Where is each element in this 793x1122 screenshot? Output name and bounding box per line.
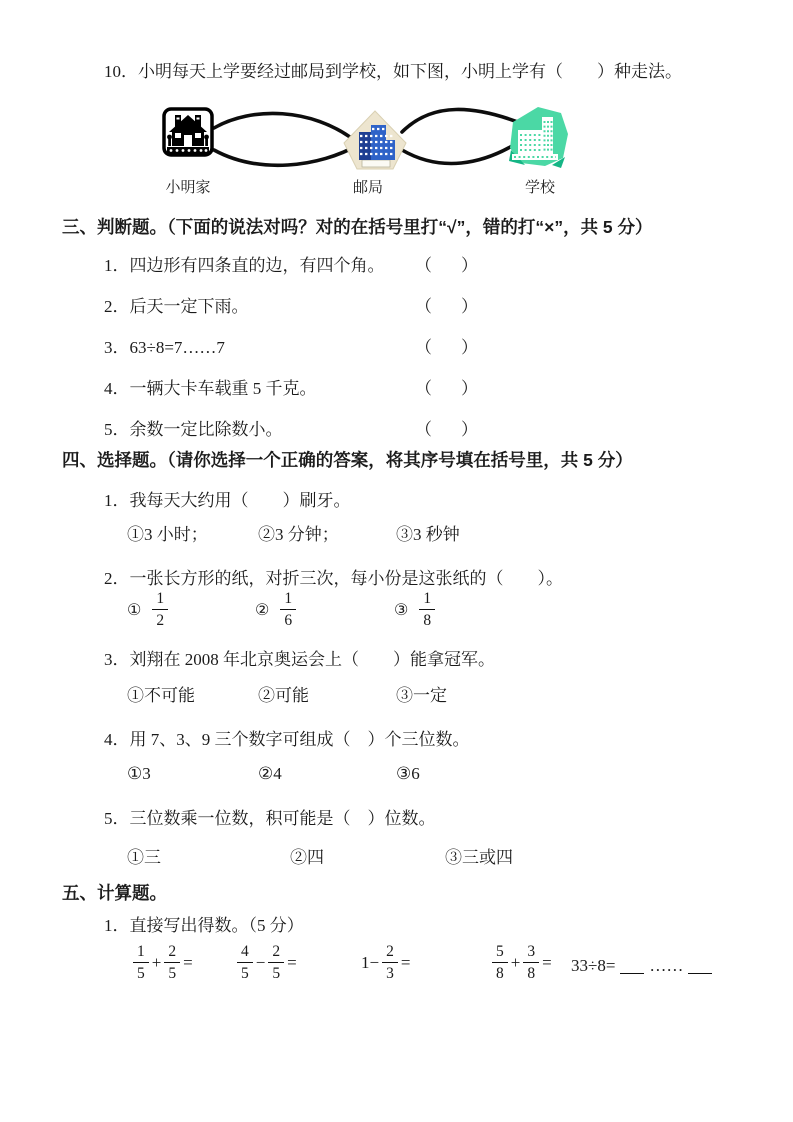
judgment-text: 2．后天一定下雨。 <box>104 297 249 316</box>
fraction-numerator: 1 <box>133 944 149 963</box>
question-10-text: 10．小明每天上学要经过邮局到学校，如下图，小明上学有（ ）种走法。 <box>104 62 682 81</box>
judgment-item <box>104 419 664 440</box>
fraction-denominator: 8 <box>527 964 536 982</box>
judgment-text: 3．63÷8=7……7 <box>104 338 225 357</box>
judgment-list <box>104 255 664 460</box>
fraction <box>152 591 168 628</box>
fraction-denominator: 3 <box>386 964 394 982</box>
fraction-numerator: 1 <box>152 591 168 610</box>
option-mark: ② <box>255 601 270 619</box>
choice-option: ③三或四 <box>445 848 513 867</box>
calc-token: + <box>151 952 162 972</box>
choice-question-3: 3．刘翔在 2008 年北京奥运会上（ ）能拿冠军。 <box>104 650 495 669</box>
fraction <box>237 944 253 981</box>
judgment-item <box>104 296 664 317</box>
school-label: 学校 <box>524 180 556 196</box>
fraction-option <box>394 591 435 628</box>
section-calc-title: 五、计算题。 <box>62 883 167 903</box>
post-office-label: 邮局 <box>352 180 384 196</box>
fraction-numerator: 2 <box>382 944 398 963</box>
choice-question-5: 5．三位数乘一位数，积可能是（ ）位数。 <box>104 809 436 828</box>
fraction-denominator: 6 <box>284 611 293 629</box>
judgment-text: 4．一辆大卡车载重 5 千克。 <box>104 379 317 398</box>
calc-token: = <box>287 952 297 972</box>
fraction <box>523 944 539 981</box>
choice-options-3 <box>127 685 447 706</box>
fraction-denominator: 5 <box>272 964 281 982</box>
choice-option: ②可能 <box>258 686 309 705</box>
calc-token: + <box>510 952 521 972</box>
judgment-text: 5．余数一定比除数小。 <box>104 420 283 439</box>
answer-paren: （ ） <box>415 338 484 357</box>
calc-expression <box>358 944 413 981</box>
choice-option: ②4 <box>258 764 282 783</box>
calc-expression <box>568 956 714 976</box>
fraction-denominator: 2 <box>156 611 165 629</box>
fraction-denominator: 5 <box>168 964 177 982</box>
calc-expression <box>237 944 300 981</box>
school-icon <box>509 107 568 168</box>
option-mark: ① <box>127 601 142 619</box>
calc-token: 33÷8= <box>571 956 616 975</box>
choice-options-2 <box>127 591 435 628</box>
calc-expressions-row <box>0 936 793 998</box>
answer-blank <box>620 972 644 974</box>
choice-option: ①不可能 <box>127 686 195 705</box>
calc-token: = <box>400 952 411 972</box>
calc-token: = <box>183 952 193 972</box>
fraction-denominator: 5 <box>241 964 249 982</box>
calc-token: …… <box>649 956 684 975</box>
choice-options-4 <box>127 763 420 784</box>
fraction <box>280 591 296 628</box>
fraction-denominator: 8 <box>423 611 432 629</box>
calc-subtitle: 1．直接写出得数。（5 分） <box>104 916 304 935</box>
fraction <box>419 591 435 628</box>
fraction-numerator: 1 <box>419 591 435 610</box>
fraction <box>133 944 149 981</box>
fraction-numerator: 1 <box>280 591 296 610</box>
home-icon <box>164 109 212 155</box>
fraction <box>268 944 284 981</box>
option-mark: ③ <box>394 601 409 619</box>
fraction-numerator: 2 <box>164 944 180 963</box>
fraction-denominator: 5 <box>137 964 145 982</box>
fraction <box>382 944 398 981</box>
calc-expression <box>492 944 555 981</box>
fraction-option <box>127 591 255 628</box>
section-judge-title: 三、判断题。（下面的说法对吗？对的在括号里打“√”，错的打“×”，共 5 分） <box>62 217 653 237</box>
fraction-numerator: 2 <box>268 944 284 963</box>
answer-blank <box>688 972 712 974</box>
post-office-icon <box>344 111 406 169</box>
fraction-denominator: 8 <box>496 964 504 982</box>
fraction <box>492 944 508 981</box>
answer-paren: （ ） <box>415 379 484 398</box>
choice-option: ①3 <box>127 764 151 783</box>
answer-paren: （ ） <box>415 297 484 316</box>
choice-question-2: 2．一张长方形的纸，对折三次，每小份是这张纸的（ ）。 <box>104 569 563 588</box>
choice-option: ③3 秒钟 <box>396 525 460 544</box>
calc-token: 1− <box>361 952 380 972</box>
choice-question-1: 1．我每天大约用（ ）刷牙。 <box>104 491 351 510</box>
answer-paren: （ ） <box>415 256 484 275</box>
judgment-item <box>104 378 664 399</box>
choice-option: ③6 <box>396 764 420 783</box>
home-label: 小明家 <box>165 180 211 196</box>
judgment-item <box>104 337 664 358</box>
calc-expression <box>133 944 196 981</box>
section-choice-title: 四、选择题。（请你选择一个正确的答案，将其序号填在括号里，共 5 分） <box>62 450 633 470</box>
fraction <box>164 944 180 981</box>
choice-option: ②四 <box>290 848 324 867</box>
calc-token: − <box>255 952 266 972</box>
judgment-item <box>104 255 664 276</box>
choice-option: ③一定 <box>396 686 447 705</box>
fraction-option <box>255 591 394 628</box>
choice-question-4: 4．用 7、3、9 三个数字可组成（ ）个三位数。 <box>104 730 470 749</box>
choice-option: ①三 <box>127 848 161 867</box>
choice-options-5 <box>127 847 513 868</box>
choice-option: ①3 小时； <box>127 525 208 544</box>
route-diagram <box>140 100 610 196</box>
fraction-numerator: 4 <box>237 944 253 963</box>
fraction-numerator: 3 <box>523 944 539 963</box>
judgment-text: 1．四边形有四条直的边，有四个角。 <box>104 256 385 275</box>
choice-option: ②3 分钟； <box>258 525 339 544</box>
calc-token: = <box>542 952 552 972</box>
choice-options-1 <box>127 524 460 545</box>
answer-paren: （ ） <box>415 420 484 439</box>
fraction-numerator: 5 <box>492 944 508 963</box>
